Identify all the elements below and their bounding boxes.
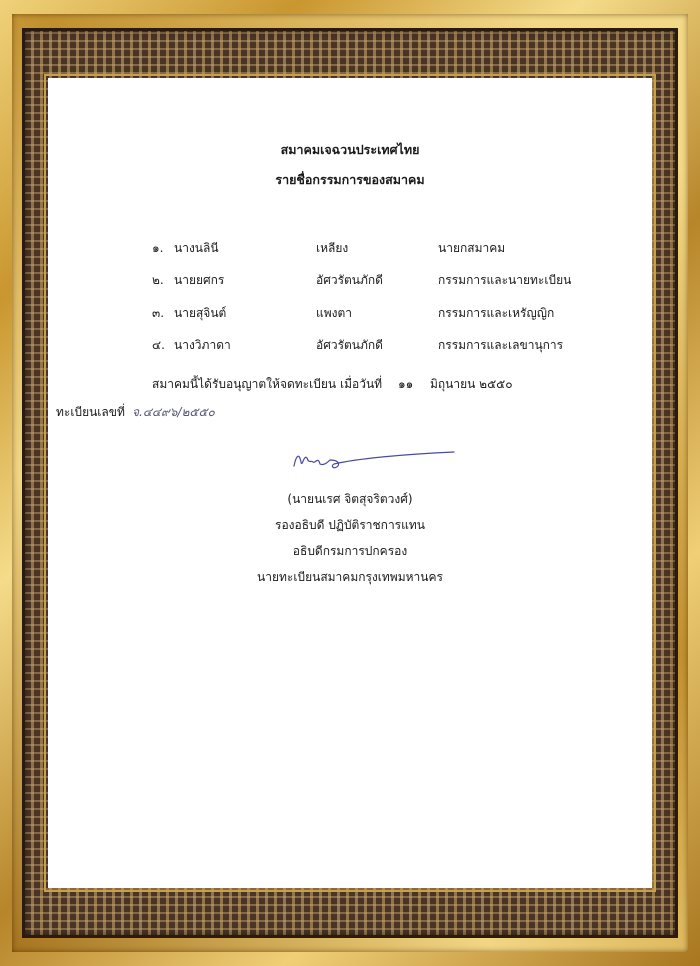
date-label: เมื่อวันที่ xyxy=(340,377,383,391)
registration-month-year: มิถุนายน ๒๕๕๐ xyxy=(430,377,513,391)
document-title: สมาคมเจฉวนประเทศไทย xyxy=(280,142,420,157)
signatory-title-line-3: นายทะเบียนสมาคมกรุงเทพมหานคร xyxy=(257,570,443,584)
member-position: นายกสมาคม xyxy=(438,241,506,255)
member-surname: เหลียง xyxy=(316,241,349,255)
registration-sentence: สมาคมนี้ได้รับอนุญาตให้จดทะเบียน xyxy=(152,377,337,391)
signatory-title-line-2: อธิบดีกรมการปกครอง xyxy=(292,544,408,558)
member-name: นายยศกร xyxy=(174,273,225,287)
signatory-name: (นายนเรศ จิตสุจริตวงศ์) xyxy=(287,492,413,506)
member-position: กรรมการและเลขานุการ xyxy=(438,338,564,352)
certificate-paper xyxy=(48,78,652,888)
document-subtitle: รายชื่อกรรมการของสมาคม xyxy=(275,172,425,187)
member-number: ๓. xyxy=(152,306,165,320)
signatory-title-line-1: รองอธิบดี ปฏิบัติราชการแทน xyxy=(275,518,425,532)
member-position: กรรมการและเหรัญญิก xyxy=(438,306,555,320)
member-surname: แพงตา xyxy=(316,306,353,320)
member-surname: อัศวรัตนภักดี xyxy=(316,273,383,287)
member-name: นางนลินี xyxy=(174,241,219,255)
member-position: กรรมการและนายทะเบียน xyxy=(438,273,572,287)
registration-number-label: ทะเบียนเลขที่ xyxy=(56,405,125,419)
member-number: ๔. xyxy=(152,338,165,352)
member-name: นางวิภาดา xyxy=(174,338,231,352)
registration-number: จ.๔๔๙๖/๒๕๕๐ xyxy=(132,405,215,419)
member-surname: อัศวรัตนภักดี xyxy=(316,338,383,352)
signature-image xyxy=(290,444,460,474)
registration-day: ๑๑ xyxy=(398,377,414,391)
member-name: นายสุจินต์ xyxy=(174,306,227,320)
member-number: ๑. xyxy=(152,241,164,255)
member-number: ๒. xyxy=(152,273,164,287)
